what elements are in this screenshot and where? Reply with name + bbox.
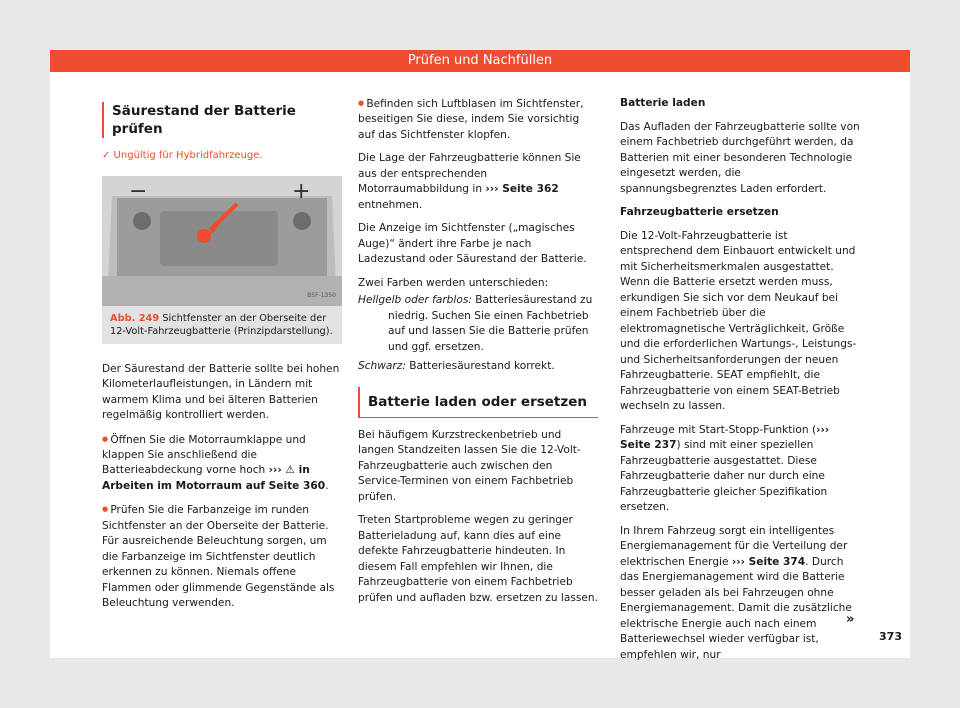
section-heading-acid-level: Säurestand der Batterie prüfen xyxy=(102,102,342,138)
cross-reference-link[interactable]: ››› Seite 362 xyxy=(485,183,559,196)
list-item-check-color: ● Prüfen Sie die Farbanzeige im runden Sichtfenster an der Oberseite der Batterie. Für ausreichende Beleuchtung sorgen, um die Farbanzeige im Sichtfenster deutlich erkennen zu können. Niemals offene Flammen oder glimmende Gegenstände als Beleuchtung verwenden. xyxy=(102,502,342,611)
cross-reference-link[interactable]: ››› Seite 374 xyxy=(731,555,806,568)
paragraph-intro: Der Säurestand der Batterie sollte bei hohen Kilometerlaufleistungen, in Ländern mit warmem Klima und bei älteren Batterien regelmäßig kontrolliert werden. xyxy=(102,362,340,421)
paragraph-magic-eye: Die Anzeige im Sichtfenster („magisches Auge)“ ändert ihre Farbe je nach Ladezustand oder Säurestand der Batterie. xyxy=(358,222,587,266)
battery-figure xyxy=(102,176,342,306)
paragraph-replacing: Die 12-Volt-Fahrzeugbatterie ist entsprechend dem Einbauort entwickelt und mit Sicherheitsmerkmalen ausgestattet. Wenn die Batterie ersetzt werden muss, erkundigen Sie sich vor dem Neukauf bei einem Fachbetrieb über die elektromagnetische Verträglichkeit, Größe und die erforderlichen Wartungs-, Leistungs- und Sicherheitsanforderungen der neuen Fahrzeugbatterie. SEAT empfiehlt, die Fahrzeugbatterie von einem SEAT-Betrieb wechseln zu lassen. xyxy=(620,229,857,412)
paragraph-charging: Das Aufladen der Fahrzeugbatterie sollte von einem Fachbetrieb durchgeführt werden, da Batterien mit einer besonderen Technologie eingesetzt werden, die spannungsbegrenztes Laden erfordert. xyxy=(620,120,860,195)
figure-tag: Abb. 249 xyxy=(110,312,160,324)
battery-illustration xyxy=(102,176,342,306)
paragraph-start-problems: Treten Startprobleme wegen zu geringer Batterieladung auf, kann dies auf eine defekte Fahrzeugbatterie hindeuten. In diesem Fall empfehlen wir Ihnen, die Fahrzeugbatterie von einem Fachbetrieb prüfen und aufladen bzw. ersetzen zu lassen. xyxy=(358,514,598,604)
paragraph-two-colors: Zwei Farben werden unterschieden: xyxy=(358,276,549,289)
page-number: 373 xyxy=(879,630,902,643)
paragraph-short-trips: Bei häufigem Kurzstreckenbetrieb und langen Standzeiten lassen Sie die 12-Volt-Fahrzeugbatterie auch zwischen den Service-Terminen von einem Fachbetrieb prüfen. xyxy=(358,428,581,503)
paragraph-location: Die Lage der Fahrzeugbatterie können Sie aus der entsprechenden Motorraumabbildung in ››› Seite 362 entnehmen. xyxy=(358,152,581,211)
column-3 xyxy=(620,96,860,671)
cross-reference-link[interactable]: ››› ⚠ in Arbeiten im Motorraum auf Seite 360 xyxy=(102,464,326,492)
figure-code: B5F-1350 xyxy=(307,292,336,299)
list-item-open-hood: ● Öffnen Sie die Motorraumklappe und klappen Sie anschließend die Batterieabdeckung vorne hoch ››› ⚠ in Arbeiten im Motorraum auf Seite 360. xyxy=(102,432,342,495)
subheading-replace: Fahrzeugbatterie ersetzen xyxy=(620,206,779,218)
paragraph-energy-management: In Ihrem Fahrzeug sorgt ein intelligentes Energiemanagement für die Verteilung der elektrischen Energie ››› Seite 374. Durch das Energiemanagement wird die Batterie besser geladen als bei Fahrzeugen ohne Energiemanagement. Damit die zusätzliche elektrische Energie auch nach einem Batteriewechsel wieder verfügbar ist, empfehlen wir, nur xyxy=(620,524,852,661)
paragraph-start-stop: Fahrzeuge mit Start-Stopp-Funktion (››› Seite 237) sind mit einer speziellen Fahrzeugbatterie ausgestattet. Diese Fahrzeugbatterie daher nur durch eine Fahrzeugbatterie gleicher Spezifikation ersetzen. xyxy=(620,423,830,513)
list-item-air-bubbles: ● Befinden sich Luftblasen im Sichtfenster, beseitigen Sie diese, indem Sie vorsichtig auf das Sichtfenster klopfen. xyxy=(358,96,598,143)
column-2 xyxy=(358,96,598,614)
cross-reference-link[interactable]: ››› Seite 237 xyxy=(620,423,830,451)
figure-caption-text: Sichtfenster an der Oberseite der 12-Volt-Fahrzeugbatterie (Prinzipdarstellung). xyxy=(110,312,333,337)
svg-text:−: − xyxy=(129,178,148,204)
section-header: Prüfen und Nachfüllen xyxy=(50,50,910,72)
figure-caption xyxy=(102,306,342,344)
definition-black: Schwarz: Batteriesäurestand korrekt. xyxy=(358,360,555,373)
column-1 xyxy=(102,102,342,620)
definition-light-yellow: Hellgelb oder farblos: Batteriesäurestand zu niedrig. Suchen Sie einen Fachbetrieb auf und lassen Sie die Batterie prüfen und ggf. ersetzen. xyxy=(358,294,593,353)
subheading-charge: Batterie laden xyxy=(620,97,706,109)
section-heading-charge-replace: Batterie laden oder ersetzen xyxy=(358,387,598,418)
continue-marker: » xyxy=(846,612,855,627)
svg-text:+: + xyxy=(292,178,311,204)
validity-note: ✓ Ungültig für Hybridfahrzeuge. xyxy=(102,150,263,161)
